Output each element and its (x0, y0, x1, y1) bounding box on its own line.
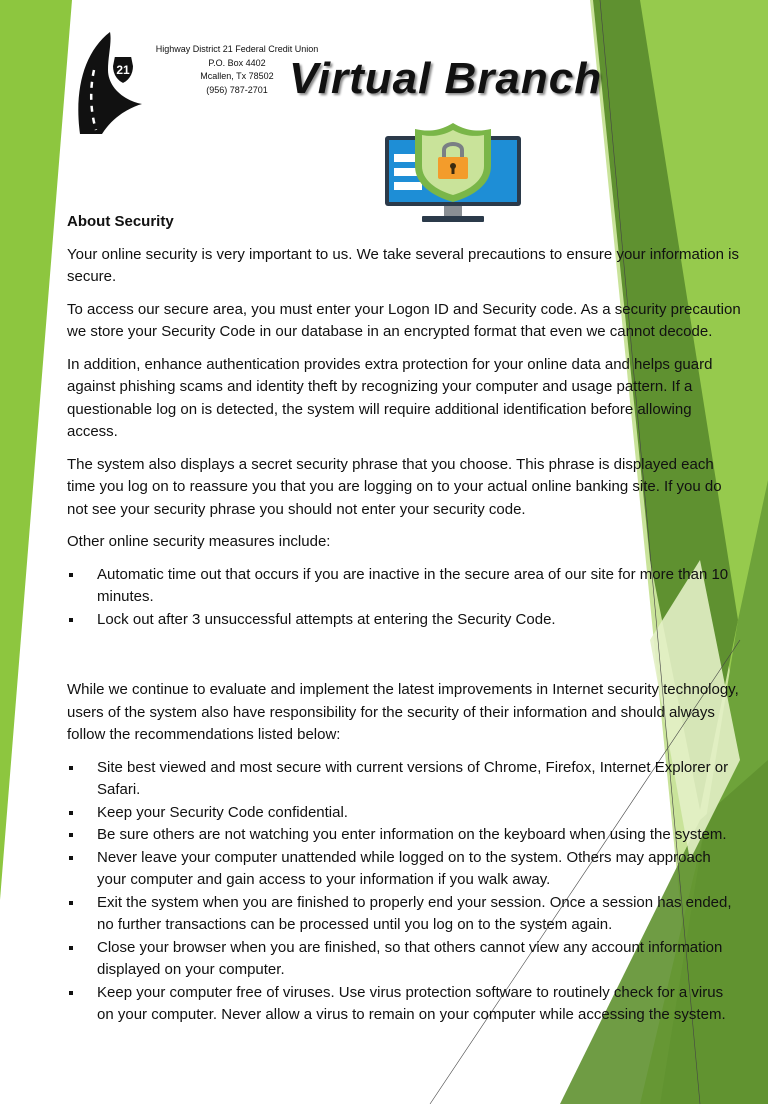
security-measures-list (67, 564, 743, 632)
list-item: Never leave your computer unattended while logged on to the system. Others may approach your computer and gain access to your information if you walk away. (67, 847, 743, 892)
list-item: Close your browser when you are finished, so that others cannot view any account information displayed on your computer. (67, 937, 743, 982)
paragraph: While we continue to evaluate and implement the latest improvements in Internet security technology, users of the system also have responsibility for the security of their information and should always follow the recommendations listed below: (67, 681, 739, 743)
list-item: Lock out after 3 unsuccessful attempts at entering the Security Code. (67, 609, 743, 632)
logo-badge-text: 21 (116, 63, 130, 77)
recommendations-list (67, 757, 743, 1027)
org-po-box: P.O. Box 4402 (208, 57, 266, 68)
left-green-band (0, 0, 72, 900)
highway-logo-icon (72, 30, 144, 136)
list-item: Be sure others are not watching you enter information on the keyboard when using the system. (67, 824, 743, 847)
list-item: Exit the system when you are finished to properly end your session. Once a session has ended, no further transactions can be processed until you log on to the system again. (67, 892, 743, 937)
list-item: Keep your computer free of viruses. Use virus protection software to routinely check for a virus on your computer. Never allow a virus to remain on your computer while accessing the system. (67, 982, 743, 1027)
org-name: Highway District 21 Federal Credit Union (155, 44, 319, 54)
paragraph: In addition, enhance authentication provides extra protection for your online data and helps guard against phishing scams and identity theft by recognizing your computer and usage pattern. If a questionable log on is detected, the system will require additional identification before allowing access. (67, 355, 713, 440)
org-city: Mcallen, Tx 78502 (200, 71, 274, 82)
security-content (67, 211, 743, 1037)
section-heading: About Security (67, 213, 174, 230)
page-title: Virtual Branch (289, 54, 603, 103)
list-item: Keep your Security Code confidential. (67, 802, 743, 825)
paragraph: The system also displays a secret security phrase that you choose. This phrase is displayed each time you log on to reassure you that you are logging on to your actual online banking site. If you do not see your security phrase you should not enter your security code. (67, 455, 722, 518)
list-item: Automatic time out that occurs if you are inactive in the secure area of our site for more than 10 minutes. (67, 564, 743, 609)
paragraph: Other online security measures include: (67, 533, 331, 550)
org-phone: (956) 787-2701 (206, 84, 268, 95)
paragraph: Your online security is very important to us. We take several precautions to ensure your information is secure. (67, 245, 739, 285)
spacer (67, 641, 743, 679)
list-item: Site best viewed and most secure with current versions of Chrome, Firefox, Internet Explorer or Safari. (67, 757, 743, 802)
paragraph: To access our secure area, you must enter your Logon ID and Security code. As a security precaution we store your Security Code in our database in an encrypted format that even we cannot decode. (67, 300, 741, 340)
